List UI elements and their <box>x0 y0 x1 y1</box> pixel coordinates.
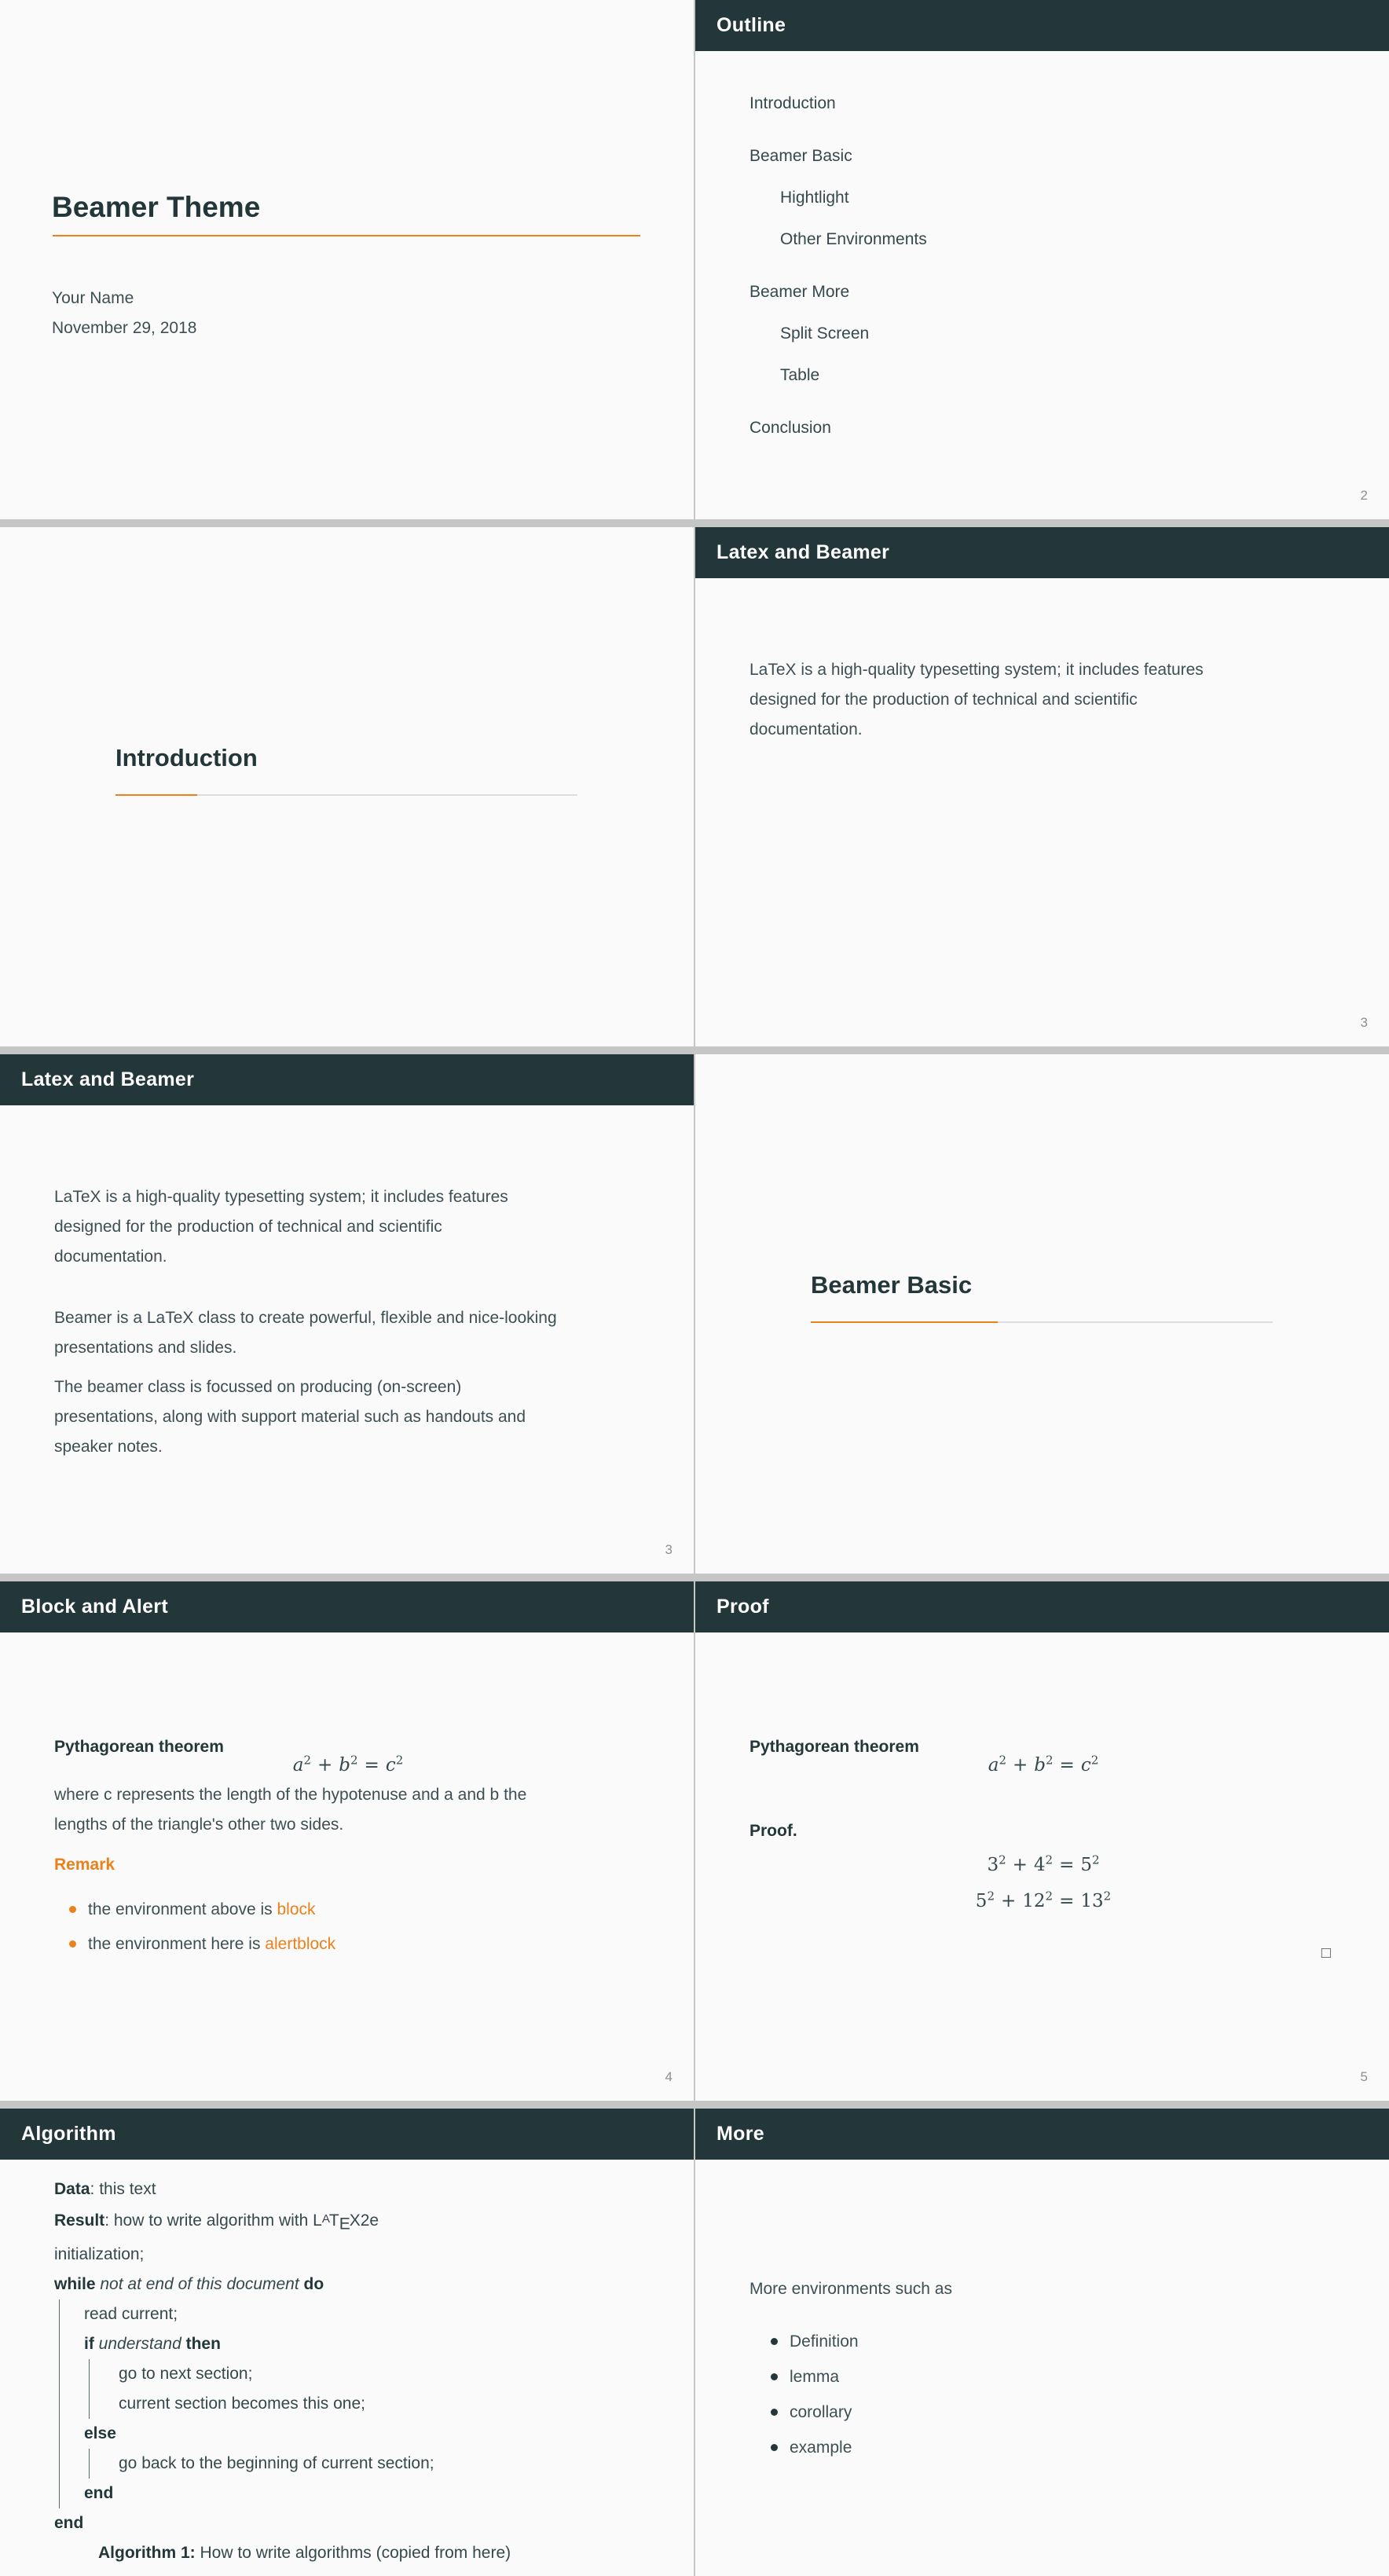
bullet-icon <box>771 2409 778 2416</box>
keyword: Data <box>54 2180 90 2198</box>
math-operator: = <box>364 1754 379 1775</box>
frame-title-bar <box>695 1581 1389 1632</box>
highlighted-word: alertblock <box>265 1935 336 1953</box>
keyword-else: else <box>84 2424 116 2442</box>
algorithm-line: current section becomes this one; <box>119 2394 365 2413</box>
list-item-text: example <box>790 2439 852 2457</box>
math-operator: + <box>1012 1754 1028 1775</box>
list-item-text: lemma <box>790 2368 840 2386</box>
list-item-text: the environment above is <box>88 1900 277 1918</box>
keyword: while <box>54 2274 96 2293</box>
equation-pythagoras <box>54 1753 642 1775</box>
keyword-end: end <box>84 2483 114 2502</box>
slide-outline <box>695 0 1389 519</box>
slide-more <box>695 2109 1389 2576</box>
equation-pythagoras <box>749 1753 1337 1775</box>
list-item-text: Definition <box>790 2332 859 2351</box>
alertblock-title: Remark <box>54 1856 115 1874</box>
bullet-icon <box>771 2373 778 2380</box>
section-progress-fill <box>811 1321 998 1323</box>
list-item <box>771 2331 859 2353</box>
slide-body <box>749 655 1252 745</box>
paragraph: LaTeX is a high-quality typesetting system; it includes features designed for the production of technical and scientific documentation. <box>749 661 1204 738</box>
keyword: if <box>84 2334 94 2353</box>
proof-equation-1 <box>749 1852 1337 1875</box>
toc-item-other-environments: Other Environments <box>780 230 927 248</box>
frame-title: Block and Alert <box>21 1596 168 1618</box>
math-var: a <box>988 1754 999 1775</box>
bullet-list <box>771 2331 859 2459</box>
math-number: 13 <box>1080 1890 1104 1911</box>
highlighted-word: block <box>277 1900 316 1918</box>
math-number: 3 <box>987 1854 999 1875</box>
table-of-contents <box>749 93 927 438</box>
math-operator: + <box>1000 1890 1017 1911</box>
condition: not at end of this document <box>100 2274 299 2293</box>
page-number: 2 <box>1360 488 1368 503</box>
toc-item-hightlight: Hightlight <box>780 189 849 207</box>
bullet-icon <box>771 2444 778 2451</box>
slide-block-and-alert <box>0 1581 694 2101</box>
list-item <box>69 1899 335 1921</box>
text: : how to write algorithm with <box>104 2211 313 2230</box>
presentation-title: Beamer Theme <box>52 190 261 223</box>
proof-label: Proof. <box>749 1822 797 1840</box>
math-exponent: 2 <box>1092 1852 1100 1867</box>
slide-proof <box>695 1581 1389 2101</box>
math-operator: + <box>1012 1854 1028 1875</box>
math-exponent: 2 <box>350 1753 358 1767</box>
algorithm-if-line <box>84 2329 511 2359</box>
math-expression <box>293 1755 404 1775</box>
math-exponent: 2 <box>303 1753 311 1767</box>
math-number: 12 <box>1022 1890 1046 1911</box>
math-operator: = <box>1059 1754 1075 1775</box>
math-exponent: 2 <box>1090 1753 1099 1767</box>
math-var: b <box>339 1754 350 1775</box>
block-title: Pythagorean theorem <box>749 1738 919 1756</box>
frame-title: More <box>716 2123 764 2145</box>
list-item-text: the environment here is <box>88 1935 266 1953</box>
math-var: b <box>1034 1754 1046 1775</box>
keyword: Result <box>54 2211 105 2230</box>
bullet-icon <box>771 2338 778 2345</box>
block-body-text: where c represents the length of the hypotenuse and a and b the lengths of the triangle's other two sides. <box>54 1786 527 1834</box>
bullet-icon <box>69 1940 76 1948</box>
math-exponent: 2 <box>1103 1889 1112 1903</box>
frame-title-bar <box>695 0 1389 51</box>
math-number: 5 <box>1080 1854 1093 1875</box>
math-exponent: 2 <box>395 1753 404 1767</box>
toc-item-table: Table <box>780 366 820 384</box>
math-exponent: 2 <box>1045 1852 1054 1867</box>
math-exponent: 2 <box>1046 1753 1054 1767</box>
latex-logo-letter: X <box>349 2211 361 2230</box>
author-name: Your Name <box>52 289 134 307</box>
latex-logo-letter: E <box>339 2215 350 2233</box>
frame-title: Outline <box>716 14 786 36</box>
algorithm-while-block <box>59 2299 511 2508</box>
list-item-text: corollary <box>790 2403 852 2421</box>
title-separator-rule <box>53 235 640 236</box>
caption-text: How to write algorithms (copied from here) <box>200 2543 511 2562</box>
list-item <box>771 2437 859 2459</box>
slide-algorithm <box>0 2109 694 2576</box>
frame-title: Proof <box>716 1596 769 1618</box>
algorithm-result-line <box>54 2204 511 2240</box>
section-progress-bar <box>115 794 577 796</box>
toc-item-conclusion: Conclusion <box>749 419 831 437</box>
frame-title-bar <box>0 2109 694 2160</box>
latex-logo <box>313 2211 379 2233</box>
slide-body <box>54 1182 557 1462</box>
algorithm-line: initialization; <box>54 2244 145 2263</box>
frame-title: Latex and Beamer <box>716 541 890 563</box>
section-progress-fill <box>115 794 197 796</box>
paragraph: The beamer class is focussed on producing (on-screen) presentations, along with support material such as handouts and speaker notes. <box>54 1378 526 1456</box>
keyword: then <box>185 2334 221 2353</box>
keyword-end: end <box>54 2513 84 2532</box>
algorithm-line: go back to the beginning of current section; <box>119 2453 434 2472</box>
caption-label: Algorithm 1: <box>98 2543 196 2562</box>
algorithm-line: go to next section; <box>119 2364 253 2383</box>
toc-item-beamer-more: Beamer More <box>749 283 850 301</box>
list-item <box>69 1933 335 1955</box>
proof-equation-2 <box>749 1889 1337 1911</box>
algorithm-caption <box>54 2538 511 2568</box>
math-number: 4 <box>1033 1854 1046 1875</box>
toc-item-split-screen: Split Screen <box>780 324 870 343</box>
math-number: 5 <box>975 1890 988 1911</box>
algorithm-listing <box>54 2175 511 2568</box>
frame-title-bar <box>695 527 1389 578</box>
list-item <box>771 2366 859 2388</box>
keyword: do <box>303 2274 324 2293</box>
algorithm-data-line <box>54 2175 511 2204</box>
frame-title-bar <box>0 1054 694 1105</box>
math-operator: = <box>1059 1890 1075 1911</box>
block-title: Pythagorean theorem <box>54 1738 224 1756</box>
paragraph: LaTeX is a high-quality typesetting system; it includes features designed for the production of technical and scientific documentation. <box>54 1188 508 1266</box>
bullet-list <box>69 1899 335 1955</box>
slide-title-page <box>0 0 694 519</box>
toc-item-introduction: Introduction <box>749 94 836 112</box>
math-var: a <box>292 1754 304 1775</box>
math-exponent: 2 <box>999 1852 1006 1867</box>
latex-logo-letter: T <box>328 2211 339 2230</box>
slide-section-introduction <box>0 527 694 1046</box>
math-operator: = <box>1059 1854 1075 1875</box>
latex-logo-letter: L <box>313 2211 322 2230</box>
slide-section-beamer-basic <box>695 1054 1389 1574</box>
list-item <box>771 2402 859 2424</box>
slide-body-intro: More environments such as <box>749 2280 952 2298</box>
math-expression <box>987 1852 1100 1875</box>
qed-symbol: □ <box>1321 1944 1331 1962</box>
page-number: 4 <box>665 2069 673 2084</box>
slide-latex-and-beamer-1 <box>695 527 1389 1046</box>
section-title: Beamer Basic <box>811 1271 973 1299</box>
paragraph: Beamer is a LaTeX class to create powerful, flexible and nice-looking presentations and slides. <box>54 1309 557 1357</box>
bullet-icon <box>69 1906 76 1913</box>
frame-title: Algorithm <box>21 2123 116 2145</box>
condition: understand <box>98 2334 181 2353</box>
frame-title: Latex and Beamer <box>21 1068 195 1090</box>
math-var: c <box>1080 1754 1091 1775</box>
frame-title-bar <box>695 2109 1389 2160</box>
section-title: Introduction <box>115 744 258 771</box>
toc-item-beamer-basic: Beamer Basic <box>749 147 852 165</box>
latex-logo-letter: A <box>321 2212 329 2226</box>
math-var: c <box>385 1754 396 1775</box>
algorithm-if-block <box>89 2359 511 2419</box>
section-progress-bar <box>811 1321 1273 1323</box>
algorithm-line: read current; <box>84 2304 178 2323</box>
frame-title-bar <box>0 1581 694 1632</box>
math-exponent: 2 <box>987 1889 995 1903</box>
presentation-date: November 29, 2018 <box>52 319 197 337</box>
page-number: 3 <box>1360 1015 1368 1030</box>
algorithm-else-block <box>89 2449 511 2479</box>
algorithm-while-line <box>54 2270 511 2299</box>
math-expression <box>988 1755 1099 1775</box>
text: : this text <box>90 2180 156 2198</box>
slide-latex-and-beamer-2 <box>0 1054 694 1574</box>
math-expression <box>976 1891 1111 1911</box>
page-number: 5 <box>1360 2069 1368 2084</box>
math-exponent: 2 <box>999 1753 1006 1767</box>
math-operator: + <box>317 1754 333 1775</box>
latex-logo-letter: 2e <box>360 2211 379 2230</box>
page-number: 3 <box>665 1542 673 1557</box>
math-exponent: 2 <box>1045 1889 1054 1903</box>
